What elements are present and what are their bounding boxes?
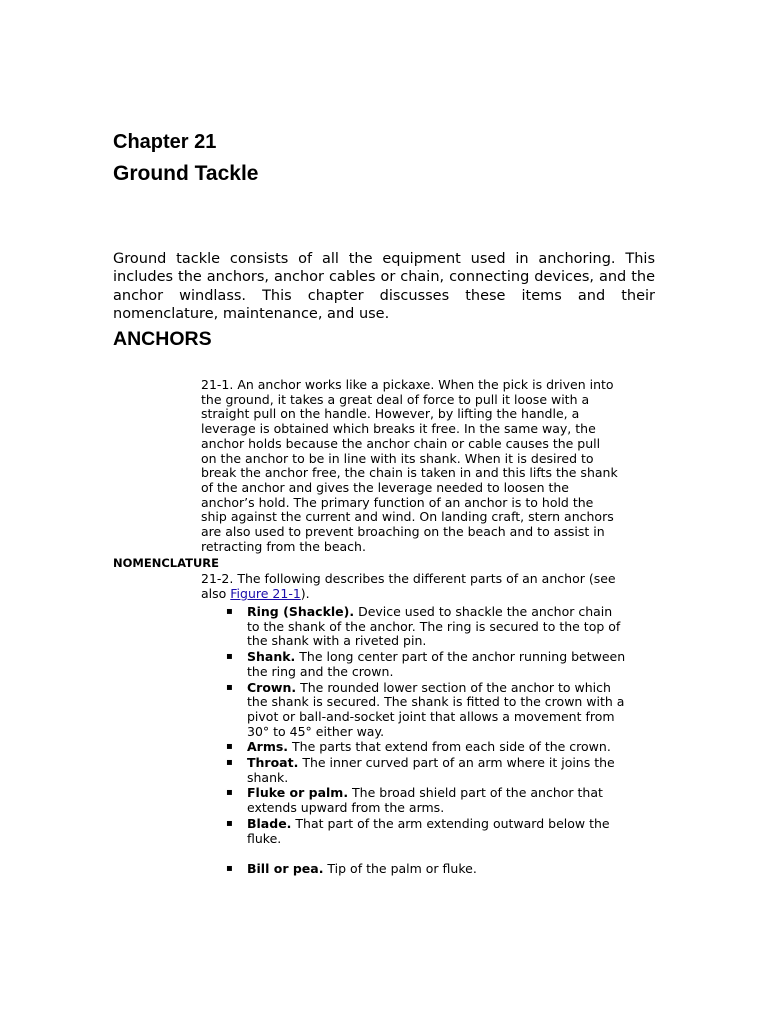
subheading-nomenclature: NOMENCLATURE [113,556,219,570]
part-term: Ring (Shackle). [247,604,355,619]
list-item [226,817,626,846]
paragraph-21-2-close: ). [300,585,310,601]
part-term: Crown. [247,679,297,695]
list-item [226,681,626,740]
bullet-icon: ▪ [226,863,233,875]
part-term: Throat. [247,755,299,771]
bullet-icon: ▪ [226,651,233,663]
part-description: The parts that extend from each side of the crown. [288,739,611,755]
part-term: Arms. [247,739,289,755]
part-term: Bill or pea. [247,861,324,877]
intro-paragraph: Ground tackle consists of all the equipment used in anchoring. This includes the anchors, anchor cables or chain, connecting devices, and the anchor windlass. This chapter discusses these items and their nomenclature, maintenance, and use. [113,251,655,323]
bullet-icon: ▪ [226,681,233,693]
paragraph-21-1: 21-1. An anchor works like a pickaxe. When the pick is driven into the ground, it takes a great deal of force to pull it loose with a straight pull on the handle. However, by lifting the handle, a leverage is obtained which breaks it free. In the same way, the anchor holds because the anchor chain or cable causes the pull on the anchor to be in line with its shank. When it is desired to break the anchor free, the chain is taken in and this lifts the shank of the anchor and gives the leverage needed to loosen the anchor’s hold. The primary function of an anchor is to hold the ship against the current and wind. On landing craft, stern anchors are also used to prevent broaching on the beach and to assist in retracting from the beach. [201,377,618,554]
paragraph-21-2-text: 21-2. The following describes the different parts of an anchor (see also [201,571,616,601]
part-description: Device used to shackle the anchor chain to the shank of the anchor. The ring is secured to the top of the shank with a riveted pin. [247,604,621,649]
list-item [226,786,626,815]
part-term: Fluke or palm. [247,785,349,801]
bullet-icon: ▪ [226,817,233,829]
anchor-parts-list [226,605,626,878]
chapter-number: Chapter 21 [113,131,217,153]
list-item [226,862,626,877]
chapter-title: Ground Tackle [113,162,259,185]
part-description: The inner curved part of an arm where it joins the shank. [247,755,615,785]
part-description: The broad shield part of the anchor that extends upward from the arms. [247,785,603,816]
bullet-icon: ▪ [226,787,233,799]
list-item [226,740,626,755]
paragraph-21-2 [201,572,619,601]
part-description: That part of the arm extending outward below the fluke. [247,815,610,846]
part-description: Tip of the palm or fluke. [323,861,477,877]
figure-21-1-link[interactable]: Figure 21-1 [230,585,301,601]
part-description: The long center part of the anchor running between the ring and the crown. [247,649,626,679]
part-description: The rounded lower section of the anchor to which the shank is secured. The shank is fitted to the crown with a pivot or ball-and-socket joint that allows a movement from 30° to 45° either way. [247,679,625,739]
part-term: Shank. [247,649,296,665]
list-item [226,756,626,785]
bullet-icon: ▪ [226,741,233,753]
list-item [226,650,626,679]
list-item [226,605,626,649]
bullet-icon: ▪ [226,606,233,617]
part-term: Blade. [247,815,292,831]
section-heading-anchors: ANCHORS [113,328,212,350]
bullet-icon: ▪ [226,757,233,769]
